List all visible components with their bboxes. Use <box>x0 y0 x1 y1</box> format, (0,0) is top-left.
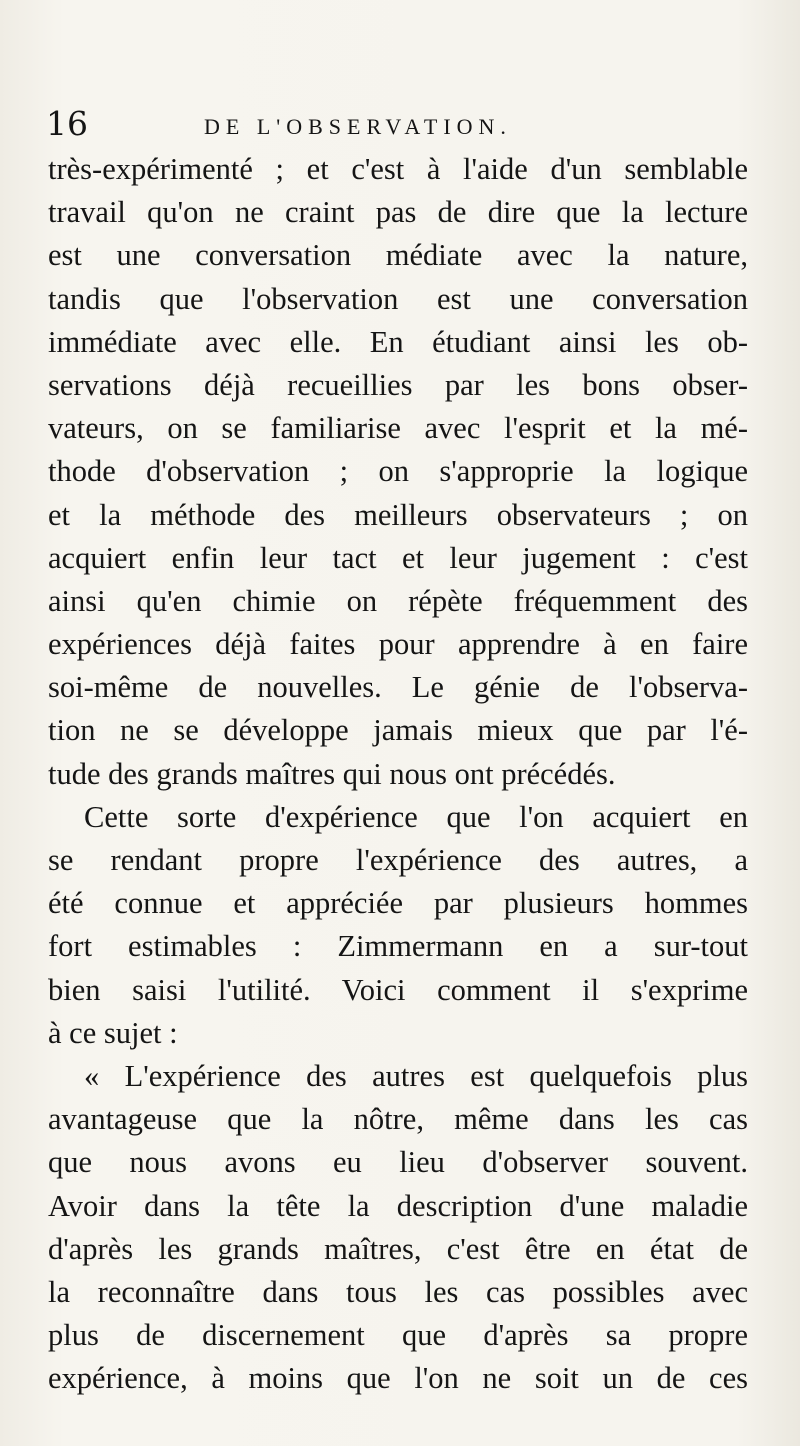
text-line: bien saisi l'utilité. Voici comment il s'exprime <box>48 972 748 1007</box>
text-line: soi-même de nouvelles. Le génie de l'observa- <box>48 670 748 705</box>
text-line: « L'expérience des autres est quelquefois plus <box>84 1058 748 1093</box>
text-line: et la méthode des meilleurs observateurs ; on <box>48 497 748 532</box>
text-line: ainsi qu'en chimie on répète fréquemment des <box>48 583 748 618</box>
text-line: Cette sorte d'expérience que l'on acquiert en <box>84 799 748 834</box>
text-line: vateurs, on se familiarise avec l'esprit et la mé- <box>48 411 748 446</box>
text-line: d'après les grands maîtres, c'est être en état de <box>48 1231 748 1266</box>
text-line: immédiate avec elle. En étudiant ainsi les ob- <box>48 324 748 359</box>
text-line: acquiert enfin leur tact et leur jugement : c'est <box>48 540 748 575</box>
text-line: servations déjà recueillies par les bons obser- <box>48 367 748 402</box>
text-line: thode d'observation ; on s'approprie la logique <box>48 454 748 489</box>
text-line: travail qu'on ne craint pas de dire que la lecture <box>48 195 748 230</box>
body-text <box>48 148 748 1400</box>
page-header <box>46 104 746 148</box>
text-line: se rendant propre l'expérience des autres, a <box>48 843 748 877</box>
page-number: 16 <box>46 104 88 143</box>
text-line: tion ne se développe jamais mieux que par l'é- <box>48 713 748 748</box>
text-line: Avoir dans la tête la description d'une maladie <box>48 1188 748 1223</box>
text-line: est une conversation médiate avec la nature, <box>48 238 748 273</box>
text-line: expériences déjà faites pour apprendre à en faire <box>48 627 748 662</box>
text-line: très-expérimenté ; et c'est à l'aide d'un semblable <box>48 152 748 186</box>
text-line: tandis que l'observation est une conversation <box>48 281 748 316</box>
running-head: DE L'OBSERVATION. <box>204 114 512 139</box>
text-line: la reconnaître dans tous les cas possibles avec <box>48 1274 748 1309</box>
text-line: expérience, à moins que l'on ne soit un de ces <box>48 1361 748 1396</box>
text-line: que nous avons eu lieu d'observer souvent. <box>48 1145 748 1180</box>
text-line: fort estimables : Zimmermann en a sur-tout <box>48 929 748 964</box>
text-line: tude des grands maîtres qui nous ont précédés. <box>48 756 616 791</box>
text-line: à ce sujet : <box>48 1015 178 1050</box>
text-line: plus de discernement que d'après sa propre <box>48 1318 748 1353</box>
text-line: été connue et appréciée par plusieurs hommes <box>48 886 748 921</box>
text-line: avantageuse que la nôtre, même dans les cas <box>48 1102 748 1137</box>
